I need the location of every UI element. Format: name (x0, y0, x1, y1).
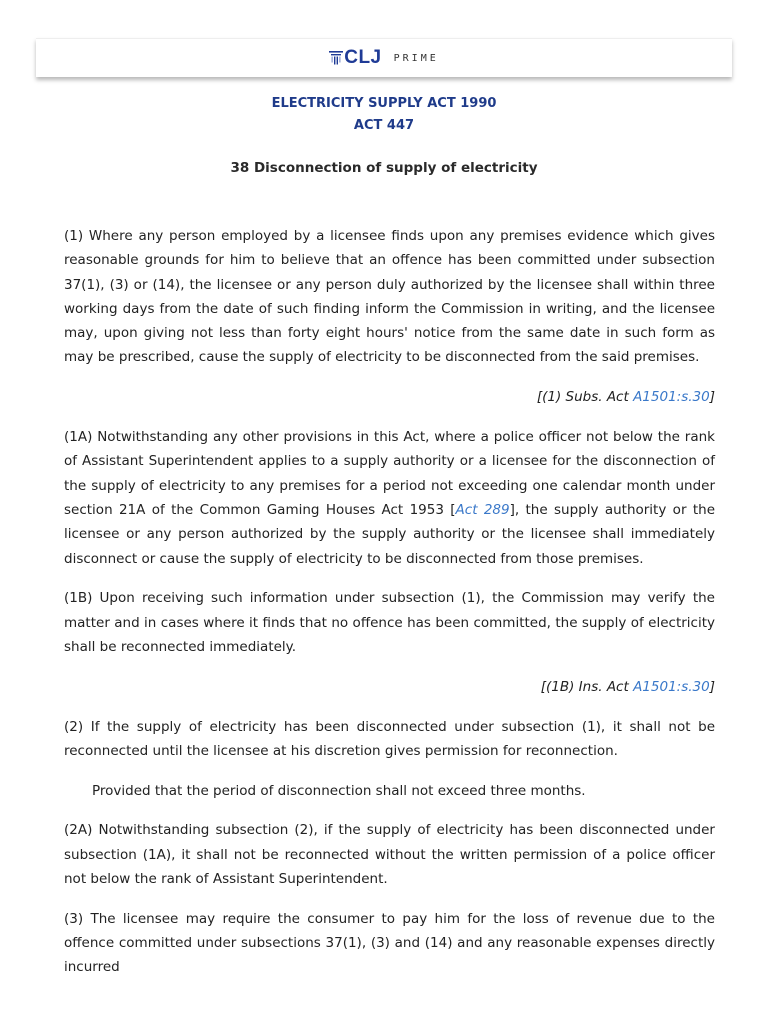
proviso: Provided that the period of disconnection shall not exceed three months. (92, 782, 586, 799)
amendment-note-1 (64, 385, 715, 409)
site-header (36, 38, 732, 77)
amendment-prefix: [(1B) Ins. Act (540, 678, 634, 695)
subsection-3: (3) The licensee may require the consumer to pay him for the loss of revenue due to the offence committed under subsections 37(1), (3) and (14) and any reasonable expenses directly incurred (64, 910, 715, 976)
subsection-2a: (2A) Notwithstanding subsection (2), if the supply of electricity has been disconnected under subsection (1A), it shall not be reconnected without the written permission of a police officer not below the rank of Assistant Superintendent. (64, 822, 715, 888)
subsection-1a-text-before: (1A) Notwithstanding any other provisions in this Act, where a police officer not below the rank of Assistant Superintendent applies to a supply authority or a licensee for the disconnection of the supply of electricity to any premises for a period not exceeding one calendar month under section 21A of the Common Gaming Houses Act 1953 [ (64, 429, 715, 518)
subsection-2: (2) If the supply of electricity has been disconnected under subsection (1), it shall not be reconnected until the licensee at his discretion gives permission for reconnection. (64, 718, 715, 759)
logo-subtext: PRIME (393, 52, 439, 64)
amendment-link-a1501[interactable]: A1501:s.30 (633, 678, 710, 695)
section-title: 38 Disconnection of supply of electricity (230, 160, 538, 176)
amendment-link-a1501[interactable]: A1501:s.30 (633, 389, 710, 406)
amendment-note-2 (64, 675, 715, 699)
act-title: ELECTRICITY SUPPLY ACT 1990 (271, 96, 497, 111)
amendment-suffix: ] (709, 678, 715, 695)
subsection-1b: (1B) Upon receiving such information under subsection (1), the Commission may verify the matter and in cases where it finds that no offence has been committed, the supply of electricity shall be reconnected immediately. (64, 590, 715, 655)
clj-prime-logo[interactable] (36, 47, 732, 69)
act-289-link[interactable]: Act 289 (455, 501, 510, 518)
subsection-1a (64, 425, 715, 571)
subsection-1: (1) Where any person employed by a licensee finds upon any premises evidence which gives reasonable grounds for him to believe that an offence has been committed under subsection 37(1), (3) or (14), the licensee or any person duly authorized by the licensee shall within three working days from the date of such finding inform the Commission in writing, and the licensee may, upon giving not less than forty eight hours' notice from the same date in such form as may be prescribed, cause the supply of electricity to be disconnected from the said premises. (64, 228, 715, 366)
amendment-prefix: [(1) Subs. Act (536, 389, 634, 406)
logo-text: CLJ (344, 47, 382, 68)
act-number: ACT 447 (353, 118, 415, 133)
section-body (64, 224, 715, 995)
amendment-suffix: ] (709, 389, 715, 406)
clj-logo-mark-icon (329, 50, 343, 66)
subsection-1a-text-after: ], the supply authority or the licensee or any person authorized by the supply authority or the licensee shall immediately disconnect or cause the supply of electricity to be disconnected from those premises. (64, 501, 715, 567)
